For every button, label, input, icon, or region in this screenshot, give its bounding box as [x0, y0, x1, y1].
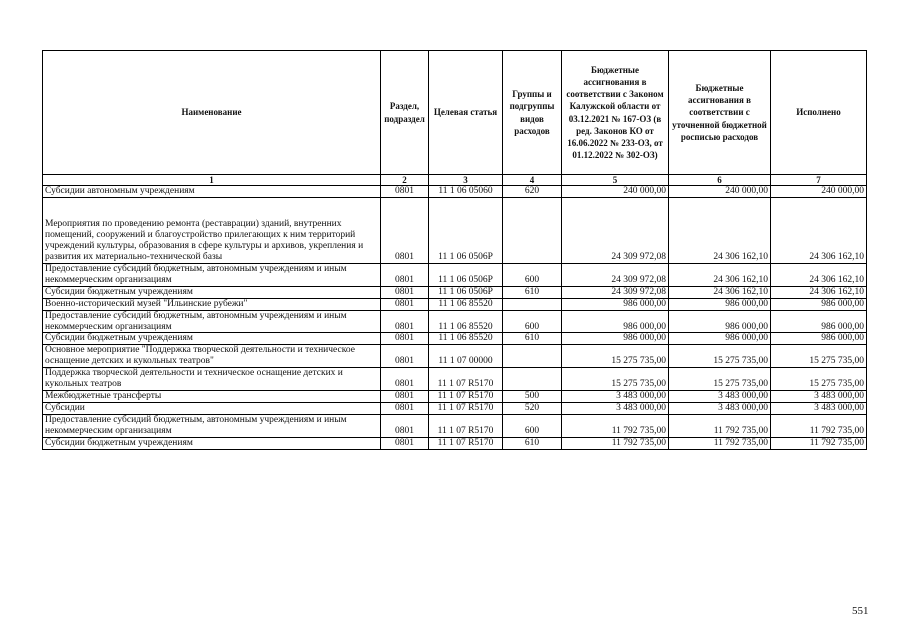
row-article: 11 1 07 R5170	[429, 437, 503, 449]
row-executed-amount: 11 792 735,00	[771, 414, 867, 437]
column-number: 7	[771, 175, 867, 186]
row-group: 620	[503, 186, 562, 198]
row-executed-amount: 15 275 735,00	[771, 368, 867, 391]
row-law-amount: 24 309 972,08	[562, 263, 669, 286]
column-number: 2	[381, 175, 429, 186]
row-name: Субсидии	[43, 402, 381, 414]
row-refined-amount: 24 306 162,10	[669, 286, 771, 298]
row-section: 0801	[381, 402, 429, 414]
column-number-row	[43, 175, 867, 186]
row-executed-amount: 3 483 000,00	[771, 402, 867, 414]
row-section: 0801	[381, 186, 429, 198]
row-name: Основное мероприятие "Поддержка творческой деятельности и техническое оснащение детских и кукольных театров"	[43, 345, 381, 368]
table-row	[43, 402, 867, 414]
row-section: 0801	[381, 368, 429, 391]
table-row	[43, 310, 867, 333]
header-law-assignments: Бюджетные ассигнования в соответствии с Законом Калужской области от 03.12.2021 № 167-ОЗ (в ред. Законов КО от 16.06.2022 № 233-ОЗ, от 01.12.2022 № 302-ОЗ)	[562, 51, 669, 175]
row-name: Предоставление субсидий бюджетным, автономным учреждениям и иным некоммерческим организациям	[43, 310, 381, 333]
row-refined-amount: 24 306 162,10	[669, 197, 771, 263]
row-article: 11 1 07 00000	[429, 345, 503, 368]
table-row	[43, 286, 867, 298]
row-refined-amount: 15 275 735,00	[669, 368, 771, 391]
row-executed-amount: 24 306 162,10	[771, 197, 867, 263]
column-number: 5	[562, 175, 669, 186]
row-law-amount: 15 275 735,00	[562, 368, 669, 391]
row-article: 11 1 07 R5170	[429, 402, 503, 414]
row-law-amount: 240 000,00	[562, 186, 669, 198]
header-name: Наименование	[43, 51, 381, 175]
row-executed-amount: 15 275 735,00	[771, 345, 867, 368]
row-refined-amount: 3 483 000,00	[669, 402, 771, 414]
table-row	[43, 298, 867, 310]
row-law-amount: 986 000,00	[562, 298, 669, 310]
row-name: Субсидии бюджетным учреждениям	[43, 333, 381, 345]
row-section: 0801	[381, 263, 429, 286]
row-section: 0801	[381, 197, 429, 263]
row-article: 11 1 07 R5170	[429, 414, 503, 437]
row-section: 0801	[381, 310, 429, 333]
row-article: 11 1 07 R5170	[429, 368, 503, 391]
budget-table	[42, 50, 867, 450]
row-refined-amount: 24 306 162,10	[669, 263, 771, 286]
row-refined-amount: 15 275 735,00	[669, 345, 771, 368]
row-law-amount: 24 309 972,08	[562, 197, 669, 263]
row-executed-amount: 986 000,00	[771, 333, 867, 345]
row-section: 0801	[381, 391, 429, 403]
table-row	[43, 333, 867, 345]
row-group: 500	[503, 391, 562, 403]
row-executed-amount: 986 000,00	[771, 298, 867, 310]
header-section: Раздел, подраздел	[381, 51, 429, 175]
row-name: Предоставление субсидий бюджетным, автономным учреждениям и иным некоммерческим организациям	[43, 414, 381, 437]
row-section: 0801	[381, 333, 429, 345]
row-article: 11 1 06 85520	[429, 333, 503, 345]
table-row	[43, 263, 867, 286]
table-row	[43, 368, 867, 391]
table-row	[43, 437, 867, 449]
header-groups: Группы и подгруппы видов расходов	[503, 51, 562, 175]
table-row	[43, 391, 867, 403]
row-article: 11 1 06 85520	[429, 310, 503, 333]
row-article: 11 1 06 0506Р	[429, 286, 503, 298]
row-group	[503, 298, 562, 310]
row-article: 11 1 07 R5170	[429, 391, 503, 403]
row-law-amount: 986 000,00	[562, 333, 669, 345]
row-executed-amount: 24 306 162,10	[771, 286, 867, 298]
row-group: 600	[503, 310, 562, 333]
header-executed: Исполнено	[771, 51, 867, 175]
page-number: 551	[852, 605, 869, 617]
row-law-amount: 3 483 000,00	[562, 391, 669, 403]
row-group	[503, 345, 562, 368]
column-number: 6	[669, 175, 771, 186]
row-name: Межбюджетные трансферты	[43, 391, 381, 403]
column-number: 4	[503, 175, 562, 186]
row-law-amount: 3 483 000,00	[562, 402, 669, 414]
row-name: Субсидии бюджетным учреждениям	[43, 437, 381, 449]
row-group: 610	[503, 437, 562, 449]
row-group: 520	[503, 402, 562, 414]
row-article: 11 1 06 0506Р	[429, 197, 503, 263]
column-number: 1	[43, 175, 381, 186]
row-section: 0801	[381, 414, 429, 437]
row-article: 11 1 06 0506Р	[429, 263, 503, 286]
row-law-amount: 11 792 735,00	[562, 414, 669, 437]
row-group: 610	[503, 333, 562, 345]
header-article: Целевая статья	[429, 51, 503, 175]
row-name: Предоставление субсидий бюджетным, автономным учреждениям и иным некоммерческим организациям	[43, 263, 381, 286]
row-refined-amount: 11 792 735,00	[669, 414, 771, 437]
column-number: 3	[429, 175, 503, 186]
row-section: 0801	[381, 437, 429, 449]
row-article: 11 1 06 85520	[429, 298, 503, 310]
row-refined-amount: 11 792 735,00	[669, 437, 771, 449]
row-executed-amount: 240 000,00	[771, 186, 867, 198]
row-name: Субсидии бюджетным учреждениям	[43, 286, 381, 298]
row-executed-amount: 24 306 162,10	[771, 263, 867, 286]
row-law-amount: 11 792 735,00	[562, 437, 669, 449]
row-article: 11 1 06 05060	[429, 186, 503, 198]
row-refined-amount: 986 000,00	[669, 298, 771, 310]
row-law-amount: 986 000,00	[562, 310, 669, 333]
row-refined-amount: 986 000,00	[669, 333, 771, 345]
row-group	[503, 368, 562, 391]
row-section: 0801	[381, 286, 429, 298]
table-row	[43, 197, 867, 263]
row-group: 610	[503, 286, 562, 298]
row-section: 0801	[381, 345, 429, 368]
row-law-amount: 15 275 735,00	[562, 345, 669, 368]
row-group: 600	[503, 414, 562, 437]
row-executed-amount: 986 000,00	[771, 310, 867, 333]
row-name: Военно-исторический музей "Ильинские рубежи"	[43, 298, 381, 310]
table-row	[43, 414, 867, 437]
row-group	[503, 197, 562, 263]
row-name: Субсидии автономным учреждениям	[43, 186, 381, 198]
table-row	[43, 186, 867, 198]
row-refined-amount: 240 000,00	[669, 186, 771, 198]
row-group: 600	[503, 263, 562, 286]
row-name: Поддержка творческой деятельности и техническое оснащение детских и кукольных театров	[43, 368, 381, 391]
header-refined-assignments: Бюджетные ассигнования в соответствии с уточненной бюджетной росписью расходов	[669, 51, 771, 175]
table-row	[43, 345, 867, 368]
row-refined-amount: 986 000,00	[669, 310, 771, 333]
row-executed-amount: 11 792 735,00	[771, 437, 867, 449]
row-section: 0801	[381, 298, 429, 310]
row-refined-amount: 3 483 000,00	[669, 391, 771, 403]
row-law-amount: 24 309 972,08	[562, 286, 669, 298]
header-row	[43, 51, 867, 175]
row-name: Мероприятия по проведению ремонта (реставрации) зданий, внутренних помещений, сооружений и благоустройство прилегающих к ним территорий учреждений культуры, образования в сфере культуры и архивов, укрепления и развития их материально-технической базы	[43, 197, 381, 263]
row-executed-amount: 3 483 000,00	[771, 391, 867, 403]
